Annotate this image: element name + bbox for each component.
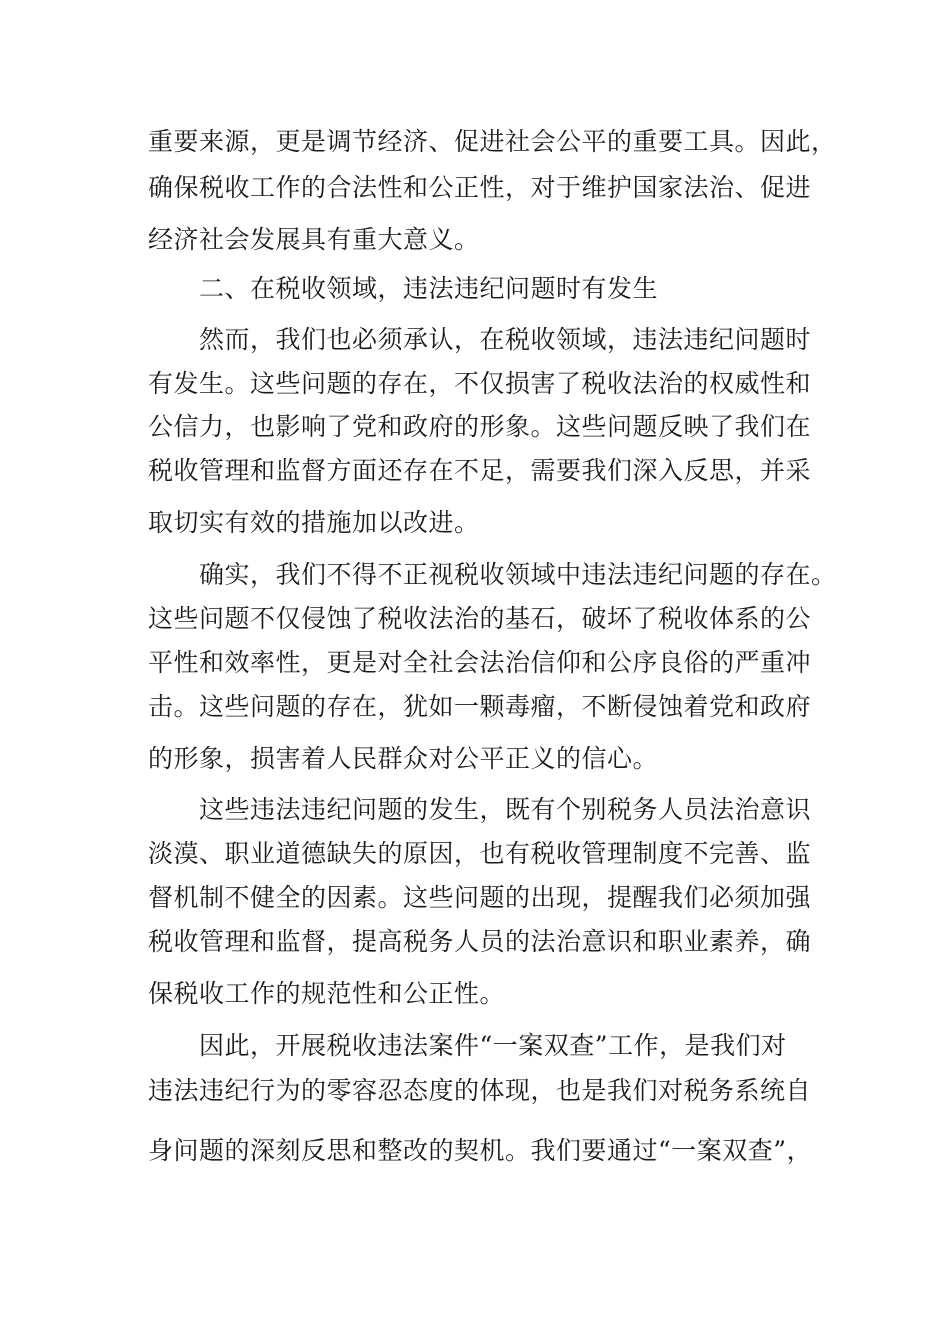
text-line: 保税收工作的规范性和公正性。: [148, 979, 506, 1008]
text-line: 确实，我们不得不正视税收领域中违法违纪问题的存在。: [199, 560, 837, 589]
text-line: 的形象，损害着人民群众对公平正义的信心。: [148, 744, 659, 773]
text-line: 这些问题不仅侵蚀了税收法治的基石，破坏了税收体系的公: [148, 604, 812, 633]
text-line: 督机制不健全的因素。这些问题的出现，提醒我们必须加强: [148, 883, 812, 912]
text-line: 这些违法违纪问题的发生，既有个别税务人员法治意识: [199, 795, 812, 824]
text-line: 身问题的深刻反思和整改的契机。我们要通过“一案双查”，: [148, 1136, 813, 1165]
text-line: 税收管理和监督，提高税务人员的法治意识和职业素养，确: [148, 927, 812, 956]
text-line: 取切实有效的措施加以改进。: [148, 508, 480, 537]
text-line: 平性和效率性，更是对全社会法治信仰和公序良俗的严重冲: [148, 648, 812, 677]
section-heading: 二、在税收领域，违法违纪问题时有发生: [199, 274, 659, 303]
text-line: 公信力，也影响了党和政府的形象。这些问题反映了我们在: [148, 412, 812, 441]
text-line: 确保税收工作的合法性和公正性，对于维护国家法治、促进: [148, 173, 812, 202]
text-line: 淡漠、职业道德缺失的原因，也有税收管理制度不完善、监: [148, 839, 812, 868]
text-line: 击。这些问题的存在，犹如一颗毒瘤，不断侵蚀着党和政府: [148, 692, 812, 721]
text-line: 因此，开展税收违法案件“一案双查”工作，是我们对: [199, 1031, 787, 1060]
text-line: 重要来源，更是调节经济、促进社会公平的重要工具。因此，: [148, 127, 837, 156]
text-line: 然而，我们也必须承认，在税收领域，违法违纪问题时: [199, 325, 812, 354]
text-line: 经济社会发展具有重大意义。: [148, 225, 480, 254]
text-line: 违法违纪行为的零容忍态度的体现，也是我们对税务系统自: [148, 1076, 812, 1105]
text-line: 税收管理和监督方面还存在不足，需要我们深入反思，并采: [148, 456, 812, 485]
text-line: 有发生。这些问题的存在，不仅损害了税收法治的权威性和: [148, 369, 812, 398]
